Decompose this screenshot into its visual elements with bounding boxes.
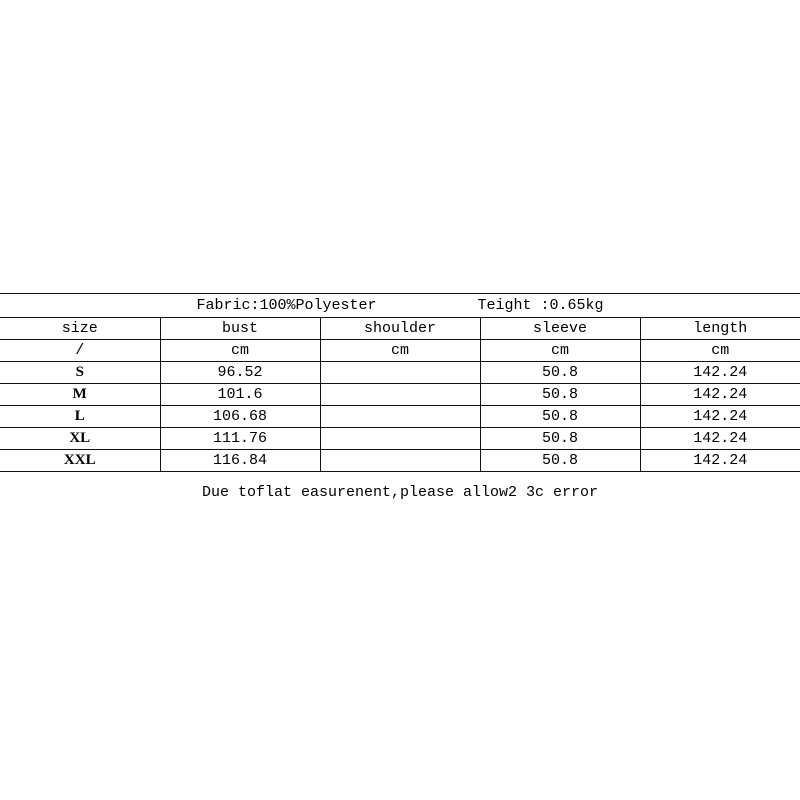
units-row bbox=[0, 340, 800, 362]
bust-cell: 101.6 bbox=[160, 384, 320, 406]
length-cell: 142.24 bbox=[640, 450, 800, 472]
table-row bbox=[0, 450, 800, 472]
size-cell: L bbox=[0, 406, 160, 428]
size-cell: XXL bbox=[0, 450, 160, 472]
length-cell: 142.24 bbox=[640, 384, 800, 406]
bust-cell: 96.52 bbox=[160, 362, 320, 384]
length-cell: 142.24 bbox=[640, 406, 800, 428]
sleeve-cell: 50.8 bbox=[480, 406, 640, 428]
table-row bbox=[0, 384, 800, 406]
unit-size: / bbox=[0, 340, 160, 362]
sleeve-cell: 50.8 bbox=[480, 384, 640, 406]
shoulder-cell bbox=[320, 384, 480, 406]
column-header-size: size bbox=[0, 318, 160, 340]
table-row bbox=[0, 362, 800, 384]
size-cell: M bbox=[0, 384, 160, 406]
fabric-label: Fabric:100%Polyester bbox=[196, 297, 377, 314]
column-header-bust: bust bbox=[160, 318, 320, 340]
sleeve-cell: 50.8 bbox=[480, 428, 640, 450]
size-chart-table bbox=[0, 293, 800, 472]
shoulder-cell bbox=[320, 362, 480, 384]
sleeve-cell: 50.8 bbox=[480, 450, 640, 472]
shoulder-cell bbox=[320, 428, 480, 450]
measurement-note: Due toflat easurenent,please allow2 3c error bbox=[201, 484, 599, 501]
unit-bust: cm bbox=[160, 340, 320, 362]
length-cell: 142.24 bbox=[640, 362, 800, 384]
column-header-length: length bbox=[640, 318, 800, 340]
length-cell: 142.24 bbox=[640, 428, 800, 450]
bust-cell: 111.76 bbox=[160, 428, 320, 450]
size-cell: XL bbox=[0, 428, 160, 450]
size-cell: S bbox=[0, 362, 160, 384]
weight-label: Teight :0.65kg bbox=[477, 297, 604, 314]
column-header-shoulder: shoulder bbox=[320, 318, 480, 340]
title-cell bbox=[0, 294, 800, 318]
bust-cell: 116.84 bbox=[160, 450, 320, 472]
unit-length: cm bbox=[640, 340, 800, 362]
unit-shoulder: cm bbox=[320, 340, 480, 362]
title-row bbox=[0, 294, 800, 318]
shoulder-cell bbox=[320, 406, 480, 428]
column-header-row bbox=[0, 318, 800, 340]
unit-sleeve: cm bbox=[480, 340, 640, 362]
column-header-sleeve: sleeve bbox=[480, 318, 640, 340]
shoulder-cell bbox=[320, 450, 480, 472]
table-row bbox=[0, 406, 800, 428]
table-row bbox=[0, 428, 800, 450]
sleeve-cell: 50.8 bbox=[480, 362, 640, 384]
bust-cell: 106.68 bbox=[160, 406, 320, 428]
